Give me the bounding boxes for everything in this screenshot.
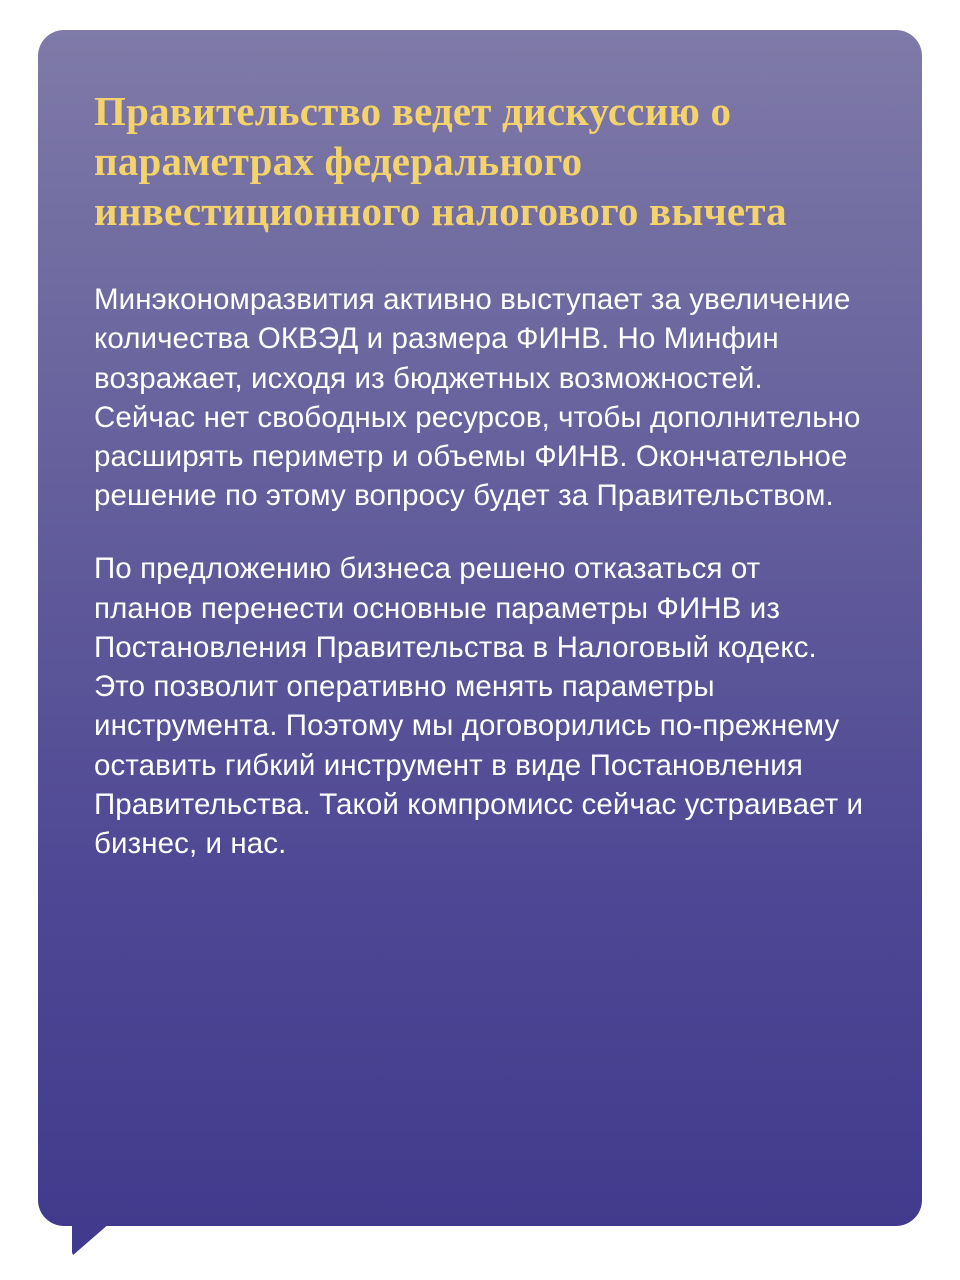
page-title: Правительство ведет дискуссию о параметрах федерального инвестиционного налогового вычета xyxy=(94,88,787,235)
body-paragraph-2: По предложению бизнеса решено отказаться от планов перенести основные параметры ФИНВ из Постановления Правительства в Налоговый кодекс. Это позволит оперативно менять параметры инструмента. Поэтому мы договорились по-прежнему оставить гибкий инструмент в виде Постановления Правительства. Такой компромисс сейчас устраивает и бизнес, и нас. xyxy=(94,552,864,861)
body-paragraph-1: Минэкономразвития активно выступает за увеличение количества ОКВЭД и размера ФИНВ. Но Минфин возражает, исходя из бюджетных возможностей. Сейчас нет свободных ресурсов, чтобы дополнительно расширять периметр и объемы ФИНВ. Окончательное решение по этому вопросу будет за Правительством. xyxy=(94,283,861,513)
speech-bubble-tail xyxy=(72,1216,118,1256)
quote-card xyxy=(38,30,922,1226)
quote-card-wrapper xyxy=(38,30,922,1250)
